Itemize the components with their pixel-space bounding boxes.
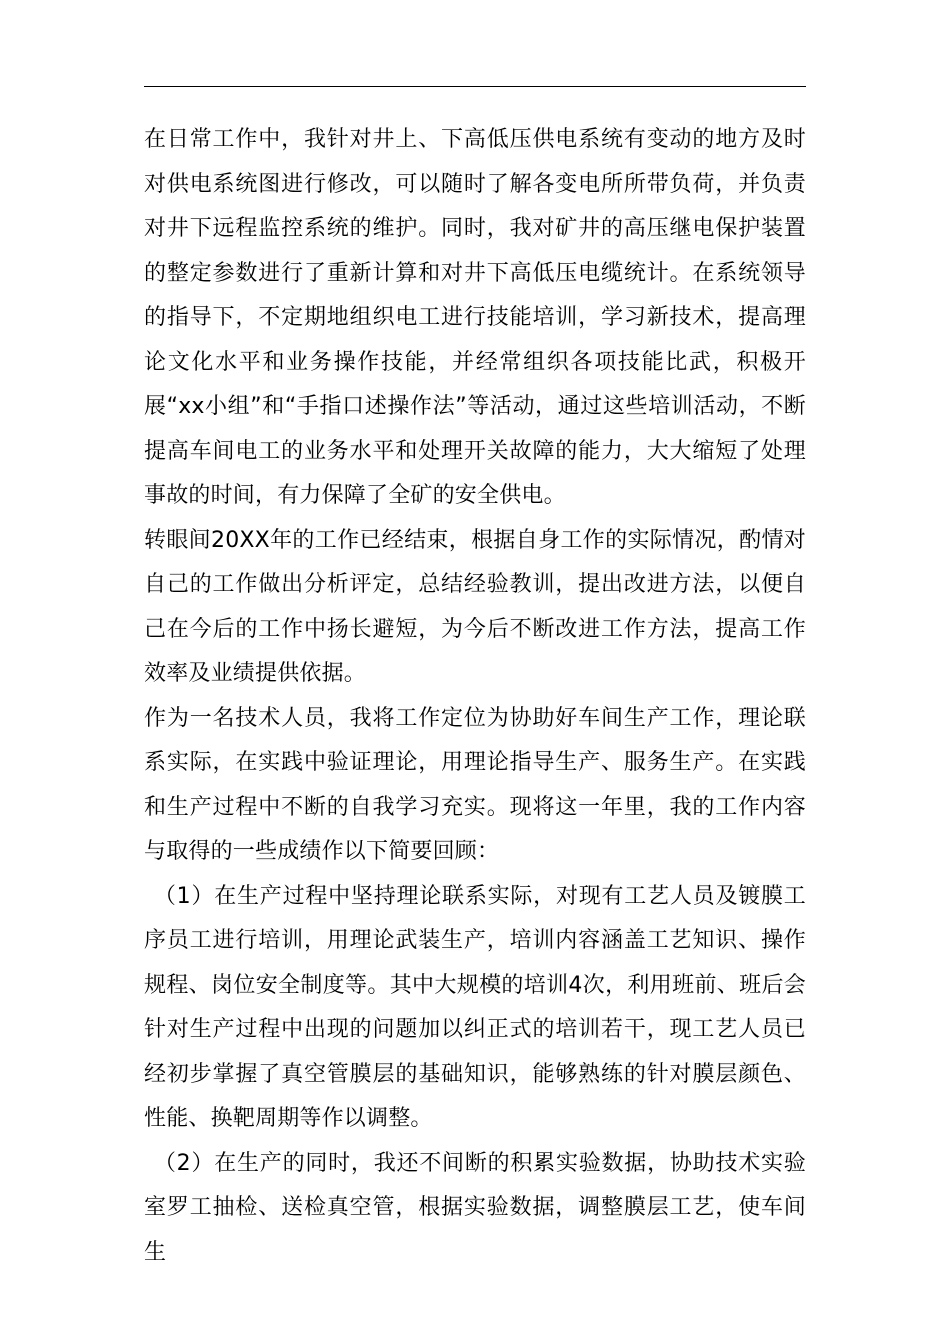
- document-body: [144, 118, 806, 1275]
- paragraph-power-supply: 在日常工作中，我针对井上、下高低压供电系统有变动的地方及时对供电系统图进行修改，可以随时了解各变电所所带负荷，并负责对井下远程监控系统的维护。同时，我对矿井的高压继电保护装置的整定参数进行了重新计算和对井下高低压电缆统计。在系统领导的指导下，不定期地组织电工进行技能培训，学习新技术，提高理论文化水平和业务操作技能，并经常组织各项技能比武，积极开展“xx小组”和“手指口述操作法”等活动，通过这些培训活动，不断提高车间电工的业务水平和处理开关故障的能力，大大缩短了处理事故的时间，有力保障了全矿的安全供电。: [144, 127, 806, 508]
- paragraph-item-2: （2）在生产的同时，我还不间断的积累实验数据，协助技术实验室罗工抽检、送检真空管，根据实验数据，调整膜层工艺，使车间生: [144, 1150, 806, 1265]
- paragraph-role-review: 作为一名技术人员，我将工作定位为协助好车间生产工作，理论联系实际，在实践中验证理论，用理论指导生产、服务生产。在实践和生产过程中不断的自我学习充实。现将这一年里，我的工作内容与取得的一些成绩作以下简要回顾：: [144, 705, 806, 864]
- header-rule: [144, 86, 806, 87]
- paragraph-year-summary: 转眼间20XX年的工作已经结束，根据自身工作的实际情况，酌情对自己的工作做出分析评定，总结经验教训，提出改进方法，以便自己在今后的工作中扬长避短，为今后不断改进工作方法，提高工作效率及业绩提供依据。: [144, 527, 806, 686]
- paragraph-item-1: （1）在生产过程中坚持理论联系实际，对现有工艺人员及镀膜工序员工进行培训，用理论武装生产，培训内容涵盖工艺知识、操作规程、岗位安全制度等。其中大规模的培训4次，利用班前、班后会针对生产过程中出现的问题加以纠正式的培训若干，现工艺人员已经初步掌握了真空管膜层的基础知识，能够熟练的针对膜层颜色、性能、换靶周期等作以调整。: [144, 883, 806, 1131]
